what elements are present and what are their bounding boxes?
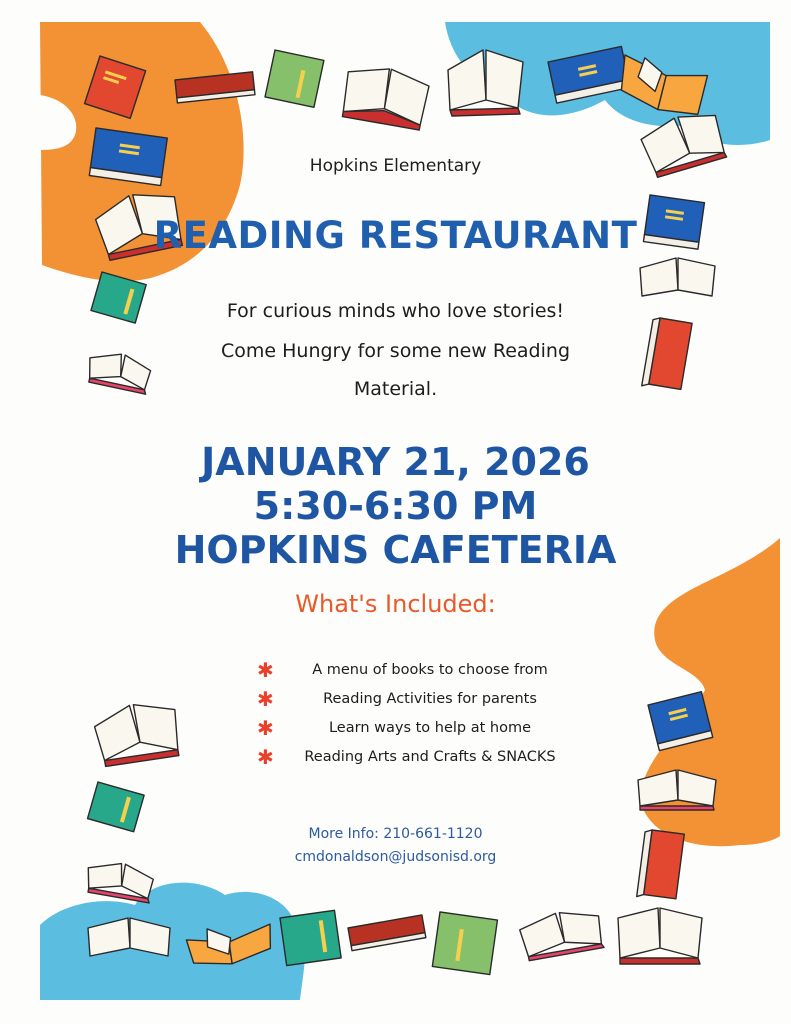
included-list (257, 656, 577, 772)
book-open-cream (340, 62, 430, 130)
book-open-bottom-3 (618, 908, 702, 964)
asterisk-icon: ✱ (257, 658, 274, 682)
list-item (257, 743, 577, 772)
list-item (257, 714, 577, 743)
tagline-line-3: Material. (353, 378, 438, 400)
book-closed-dark-red-bottom (348, 915, 426, 951)
book-closed-green (265, 50, 324, 107)
book-closed-green-bottom (432, 912, 497, 975)
list-item-label: A menu of books to choose from (312, 662, 548, 678)
contact-phone: More Info: 210-661-1120 (308, 826, 483, 842)
book-open-white (448, 50, 523, 116)
book-open-right-2 (640, 258, 715, 296)
book-closed-teal-left-2 (88, 782, 145, 832)
included-heading: What's Included: (295, 590, 496, 618)
school-name: Hopkins Elementary (309, 156, 482, 176)
event-time: 5:30-6:30 PM (253, 484, 538, 528)
tagline-line-1: For curious minds who love stories! (226, 300, 565, 322)
event-location: HOPKINS CAFETERIA (174, 528, 617, 572)
list-item-label: Reading Arts and Crafts & SNACKS (304, 749, 556, 765)
asterisk-icon: ✱ (257, 745, 274, 769)
asterisk-icon: ✱ (257, 716, 274, 740)
flyer-title: READING RESTAURANT (153, 214, 638, 257)
tagline-line-2: Come Hungry for some new Reading (220, 340, 570, 362)
book-closed-teal-bottom (280, 910, 341, 965)
contact-email: cmdonaldson@judsonisd.org (294, 849, 497, 865)
list-item (257, 656, 577, 685)
list-item (257, 685, 577, 714)
list-item-label: Learn ways to help at home (328, 720, 532, 736)
book-open-bottom-2 (518, 906, 604, 961)
event-date: JANUARY 21, 2026 (201, 440, 590, 484)
list-item-label: Reading Activities for parents (323, 691, 537, 707)
book-open-left-3 (92, 698, 183, 769)
asterisk-icon: ✱ (257, 687, 274, 711)
